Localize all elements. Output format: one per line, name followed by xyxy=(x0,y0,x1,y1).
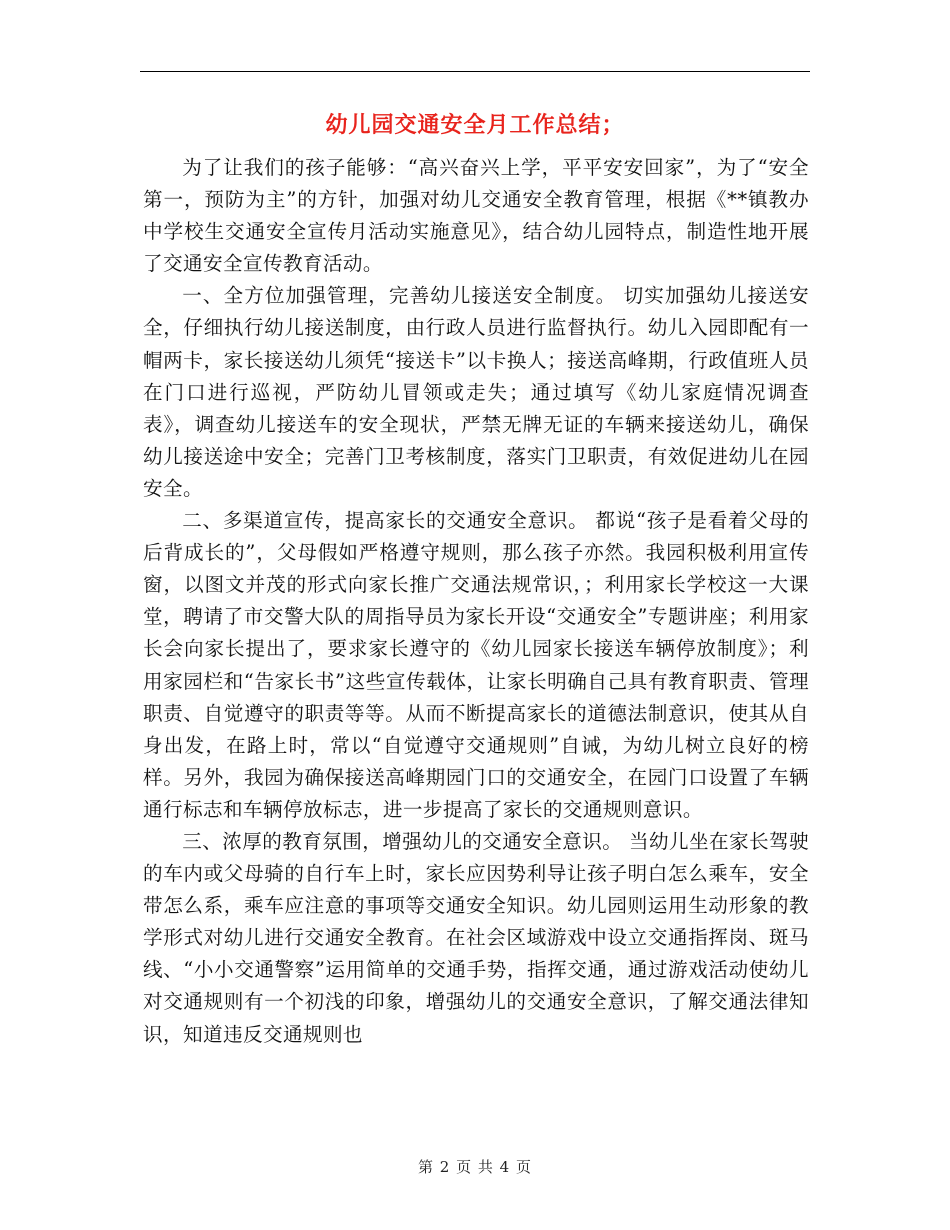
document-title: 幼儿园交通安全月工作总结； xyxy=(325,112,625,138)
paragraph-intro: 为了让我们的孩子能够：“高兴奋兴上学，平平安安回家”，为了“安全第一，预防为主”的方针，加强对幼儿交通安全教育管理，根据《**镇教办中学校生交通安全宣传月活动实施意见》，结合幼儿园特点，制造性地开展了交通安全宣传教育活动。 xyxy=(143,156,809,276)
paragraph-section-2: 二、多渠道宣传，提高家长的交通安全意识。 都说“孩子是看着父母的后背成长的”，父母假如严格遵守规则，那么孩子亦然。我园积极利用宣传窗，以图文并茂的形式向家长推广交通法规常识，；利用家长学校这一大课堂，聘请了市交警大队的周指导员为家长开设“交通安全”专题讲座；利用家长会向家长提出了，要求家长遵守的《幼儿园家长接送车辆停放制度》；利用家园栏和“告家长书”这些宣传载体，让家长明确自己具有教育职责、管理职责、自觉遵守的职责等等。从而不断提高家长的道德法制意识，使其从自身出发，在路上时，常以“自觉遵守交通规则”自诫，为幼儿树立良好的榜样。另外，我园为确保接送高峰期园门口的交通安全，在园门口设置了车辆通行标志和车辆停放标志，进一步提高了家长的交通规则意识。 xyxy=(143,509,809,821)
paragraph-section-3: 三、浓厚的教育氛围，增强幼儿的交通安全意识。 当幼儿坐在家长驾驶的车内或父母骑的自行车上时，家长应因势利导让孩子明白怎么乘车，安全带怎么系，乘车应注意的事项等交通安全知识。幼儿园则运用生动形象的教学形式对幼儿进行交通安全教育。在社会区域游戏中设立交通指挥岗、斑马线、“小小交通警察”运用简单的交通手势，指挥交通，通过游戏活动使幼儿对交通规则有一个初浅的印象，增强幼儿的交通安全意识，了解交通法律知识，知道违反交通规则也 xyxy=(143,829,809,1046)
header-rule xyxy=(140,71,810,72)
page-number: 第 2 页 共 4 页 xyxy=(418,1158,532,1176)
paragraph-section-1: 一、全方位加强管理，完善幼儿接送安全制度。 切实加强幼儿接送安全，仔细执行幼儿接送制度，由行政人员进行监督执行。幼儿入园即配有一帽两卡，家长接送幼儿须凭“接送卡”以卡换人；接送高峰期，行政值班人员在门口进行巡视，严防幼儿冒领或走失；通过填写《幼儿家庭情况调查表》，调查幼儿接送车的安全现状，严禁无牌无证的车辆来接送幼儿，确保幼儿接送途中安全；完善门卫考核制度，落实门卫职责，有效促进幼儿在园安全。 xyxy=(143,284,809,500)
document-body xyxy=(143,152,809,1051)
